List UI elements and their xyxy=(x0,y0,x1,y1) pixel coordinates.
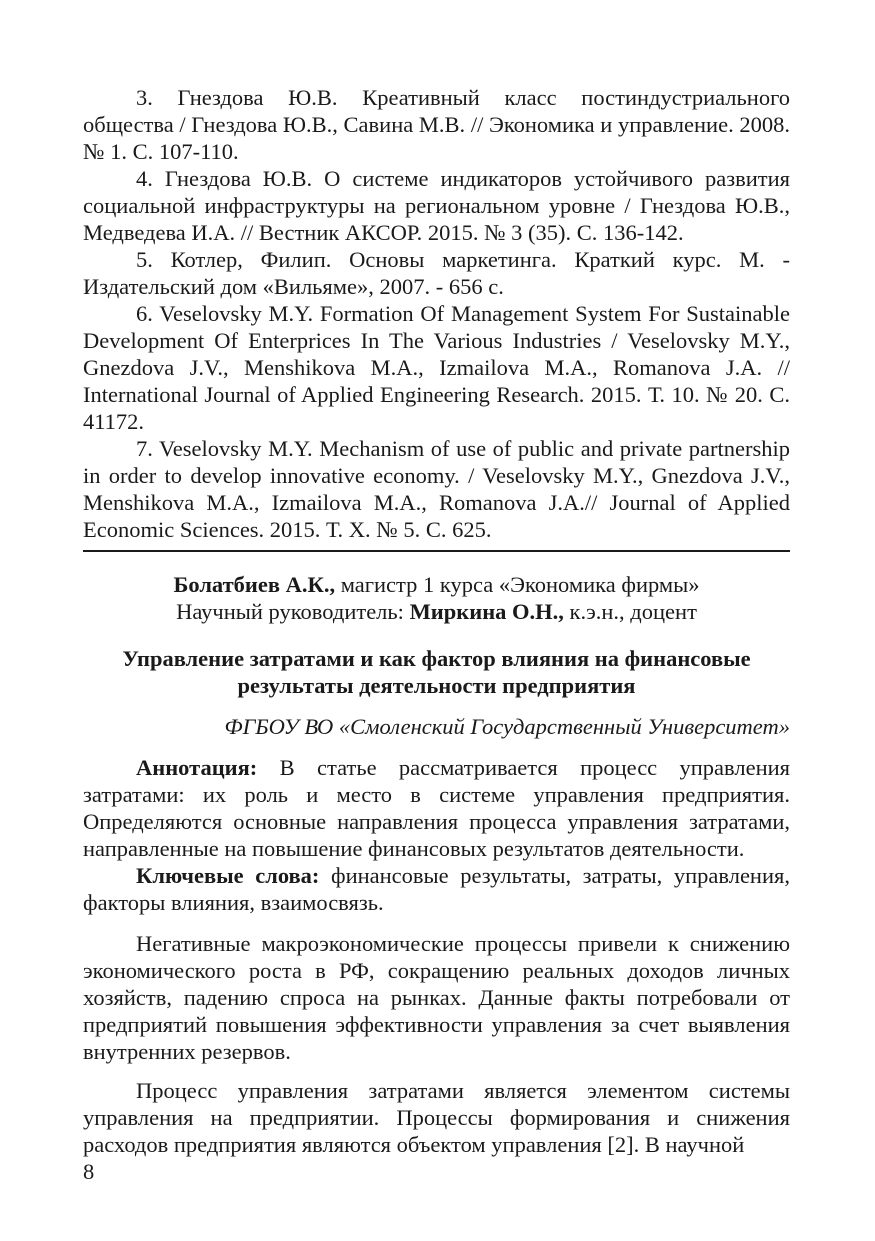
keywords xyxy=(83,862,790,916)
abstract-text: В статье рассматривается процесс управления затратами: их роль и место в системе управления предприятия. Определяются основные направления процесса управления затратами, направленные на повышение финансовых результатов деятельности. xyxy=(83,755,790,861)
author-name: Болатбиев А.К., xyxy=(173,572,336,597)
keywords-label: Ключевые слова: xyxy=(136,863,320,888)
supervisor-label: Научный руководитель: xyxy=(176,599,410,624)
page-content xyxy=(83,84,790,1158)
keywords-text: финансовые результаты, затраты, управления, факторы влияния, взаимосвязь. xyxy=(83,863,790,915)
reference-item: 6. Veselovsky M.Y. Formation Of Management System For Sustainable Development Of Enterprices In The Various Industries / Veselovsky M.Y., Gnezdova J.V., Menshikova M.A., Izmailova M.A., Romanova J.A. // International Journal of Applied Engineering Research. 2015. Т. 10. № 20. С. 41172. xyxy=(83,301,790,434)
author-position: магистр 1 курса «Экономика фирмы» xyxy=(335,572,700,597)
supervisor-degree: к.э.н., доцент xyxy=(563,599,697,624)
abstract xyxy=(83,754,790,862)
body-paragraph: Процесс управления затратами является элементом системы управления на предприятии. Процессы формирования и снижения расходов предприятия являются объектом управления [2]. В научной xyxy=(83,1078,790,1157)
abstract-label: Аннотация: xyxy=(136,755,258,780)
page-number: 8 xyxy=(83,1159,95,1184)
reference-list xyxy=(83,84,790,543)
supervisor-line xyxy=(83,598,790,625)
body-paragraph: Негативные макроэкономические процессы привели к снижению экономического роста в РФ, сокращению реальных доходов личных хозяйств, падению спроса на рынках. Данные факты потребовали от предприятий повышения эффективности управления за счет выявления внутренних резервов. xyxy=(83,931,790,1064)
organization: ФГБОУ ВО «Смоленский Государственный Университет» xyxy=(224,714,790,739)
article-title xyxy=(83,645,790,699)
supervisor-name: Миркина О.Н., xyxy=(409,599,564,624)
reference-item: 7. Veselovsky M.Y. Mechanism of use of public and private partnership in order to develop innovative economy. / Veselovsky M.Y., Gnezdova J.V., Menshikova M.A., Izmailova M.A., Romanova J.A.// Journal of Applied Economic Sciences. 2015. Т. X. № 5. С. 625. xyxy=(83,436,790,542)
section-divider xyxy=(83,550,790,552)
reference-item: 4. Гнездова Ю.В. О системе индикаторов устойчивого развития социальной инфраструктуры на региональном уровне / Гнездова Ю.В., Медведева И.А. // Вестник АКСОР. 2015. № 3 (35). С. 136-142. xyxy=(83,166,790,245)
article-title-line: результаты деятельности предприятия xyxy=(237,673,636,698)
author-line xyxy=(83,571,790,598)
article-title-line: Управление затратами и как фактор влияния на финансовые xyxy=(122,646,751,671)
reference-item: 3. Гнездова Ю.В. Креативный класс постиндустриального общества / Гнездова Ю.В., Савина М.В. // Экономика и управление. 2008. № 1. С. 107-110. xyxy=(83,85,790,164)
reference-item: 5. Котлер, Филип. Основы маркетинга. Краткий курс. М. - Издательский дом «Вильяме», 2007. - 656 с. xyxy=(83,247,790,299)
